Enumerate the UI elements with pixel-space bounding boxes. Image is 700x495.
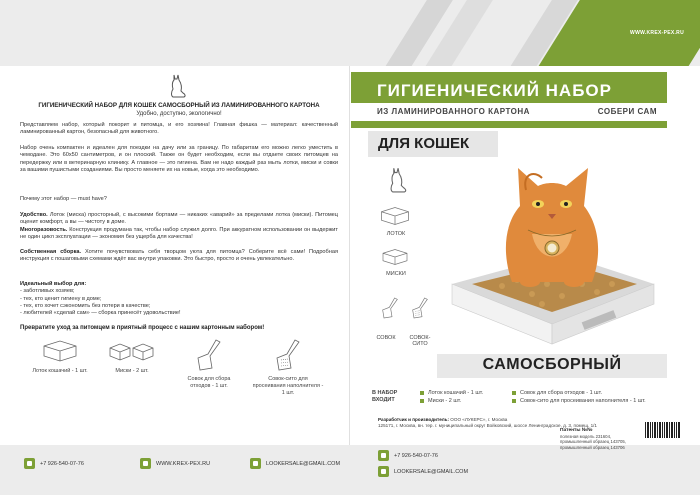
patents-title: Патенты №№ [560,428,593,433]
icon-label-scoop: СОВОК [376,335,396,341]
ideal-item: - тех, кто ценит гигиену в доме; [20,295,102,302]
manufacturer-address: 125171, г. Москва, вн. тер. г. муниципальный округ Войковский, шоссе Ленинградское, д. 3, помещ. 1/1 [378,423,597,428]
barcode-icon [643,420,683,444]
left-feature-reuse [20,227,338,242]
contact-email-left[interactable] [250,458,340,469]
cat-outline-icon [384,165,410,193]
contact-email-text: LOOKERSALE@GMAIL.COM [266,460,341,467]
left-paragraph-compact: Набор очень компактен и идеален для поездки на дачу или за границу. По габаритам его можно легко уместить в чемодане. Это 60х50 сантиметров, и он плоский. Также он будет необходим, если вы отдаете своих питомцев на передержку или в ветеринарную клинику. А главное — это гигиена. Вам не надо каждый раз мыть лотки, миски и совки за вашими пушистыми созданиями. Вы просто меняете их на новые, когда это необходимо. [20,145,338,173]
top-site-url[interactable]: WWW.KREX-PEX.RU [630,30,684,36]
patents-info [560,427,640,450]
left-kit-items [20,338,338,408]
ideal-block [20,281,338,317]
kit-item-label: Лоток кошачий - 1 шт. [32,368,88,374]
icon-label-sieve: СОВОК-СИТО [409,335,431,347]
icon-label-bowls: МИСКИ [386,271,406,277]
feature-label: Собственная сборка. [20,249,82,255]
contact-email-right[interactable] [378,466,468,477]
contact-phone-left[interactable] [24,458,84,469]
kit-item-tray [30,338,90,375]
right-subtitle-bar [351,103,667,121]
kit-item-label: Совок-сито для просеивания наполнителя - 1 шт. [252,376,324,396]
feature-text: Конструкция продумана так, чтобы набор служил долго. При аккуратном использовании он выдержит не один цикл эксплуатации — экономия без ущерба для качества! [20,227,338,241]
ideal-item: - заботливых хозяев; [20,288,75,295]
right-subtitle-diy: СОБЕРИ САМ [597,107,657,116]
cat-outline-icon [165,72,189,98]
contact-site-left[interactable] [140,458,210,469]
feature-text: Хотите почувствовать себя творцом уюта для питомца? Соберите всё сами! Подробная инструкция с пошаговыми схемами ждёт вас внутри упаковки. Это быстро, просто и очень увлекательно. [20,249,338,263]
top-band [0,0,700,66]
bowl-icon [380,247,410,267]
phone-icon [378,450,389,461]
left-title: ГИГИЕНИЧЕСКИЙ НАБОР ДЛЯ КОШЕК САМОСБОРНЫЙ ИЗ ЛАМИНИРОВАННОГО КАРТОНА [38,102,320,109]
ideal-item: - любителей «сделай сам» — сборка принесёт удовольствие! [20,310,181,317]
left-call-to-action: Превратите уход за питомцем в приятный процесс с нашим картонным набором! [20,325,265,331]
feature-label: Удобство. [20,212,48,218]
manufacturer-label: Разработчик и производитель: [378,417,450,422]
contact-phone-text: +7 926-540-07-76 [40,460,84,467]
feature-label: Многоразовость. [20,227,68,233]
ideal-title: Идеальный выбор для: [20,281,87,287]
for-cats-text: ДЛЯ КОШЕК [378,135,470,152]
contact-site-text: WWW.KREX-PEX.RU [156,460,211,467]
kit-item-scoop [178,338,240,390]
tray-icon [378,205,412,227]
self-assembly-text: САМОСБОРНЫЙ [482,356,622,373]
phone-icon [24,458,35,469]
mail-icon [250,458,261,469]
icon-label-tray: ЛОТОК [386,231,406,237]
scoop-icon [194,338,224,372]
contact-email-text: LOOKERSALE@GMAIL.COM [394,468,469,475]
kit-item-bowls [102,338,162,375]
manufacturer-name: ООО «ЛУКЕРС», г. Москва [449,417,508,422]
tray-icon [40,338,80,364]
kit-contents-item: Совок для сбора отходов - 1 шт. [512,390,602,396]
patent-item: полезная модель 231604, [560,433,612,439]
panel-divider [349,66,350,445]
contact-phone-right[interactable] [378,450,438,461]
self-assembly-label [437,354,667,378]
globe-icon [140,458,151,469]
contact-phone-text: +7 926-540-07-76 [394,452,438,459]
left-question: Почему этот набор — must have? [20,196,107,202]
kit-contents-heading: В НАБОР ВХОДИТ [372,390,398,403]
kit-item-label: Совок для сбора отходов - 1 шт. [187,376,231,389]
kit-contents-item: Лоток кошачий - 1 шт. [420,390,483,396]
sieve-icon [273,338,303,372]
scoop-icon [380,293,400,323]
right-title: ГИГИЕНИЧЕСКИЙ НАБОР [377,81,612,100]
bowls-icon [107,338,157,364]
mail-icon [378,466,389,477]
left-subtitle: Удобно, доступно, экологично! [136,111,222,117]
left-feature-assembly [20,249,338,264]
left-paragraph-intro: Представляем набор, который покорит и питомца, и его хозяина! Главная фишка — материал: качественный ламинированный картон, безопасный для животного. [20,122,338,136]
cat-in-litter-box-image [442,134,662,354]
kit-item-label: Миски - 2 шт. [115,368,149,374]
right-subtitle-material: ИЗ ЛАМИНИРОВАННОГО КАРТОНА [377,107,530,116]
sieve-icon [410,293,430,323]
kit-contents-item: Миски - 2 шт. [420,398,461,404]
feature-text: Лоток (миска) просторный, с высокими бортами — никаких «аварий» за пределами лотка (миски). Питомец оценит комфорт, а вы — чистоту в доме. [20,212,338,226]
bottom-band [0,445,700,495]
left-feature-convenience [20,212,338,227]
kit-item-sieve [252,338,324,397]
ideal-item: - тех, кто хочет сэкономить без потери в качестве; [20,302,151,309]
patent-item: промышленный образец 143705, [560,439,627,445]
kit-contents-item: Совок-сито для просеивания наполнителя - 1 шт. [512,398,646,404]
patent-item: промышленный образец 143706 [560,444,625,450]
